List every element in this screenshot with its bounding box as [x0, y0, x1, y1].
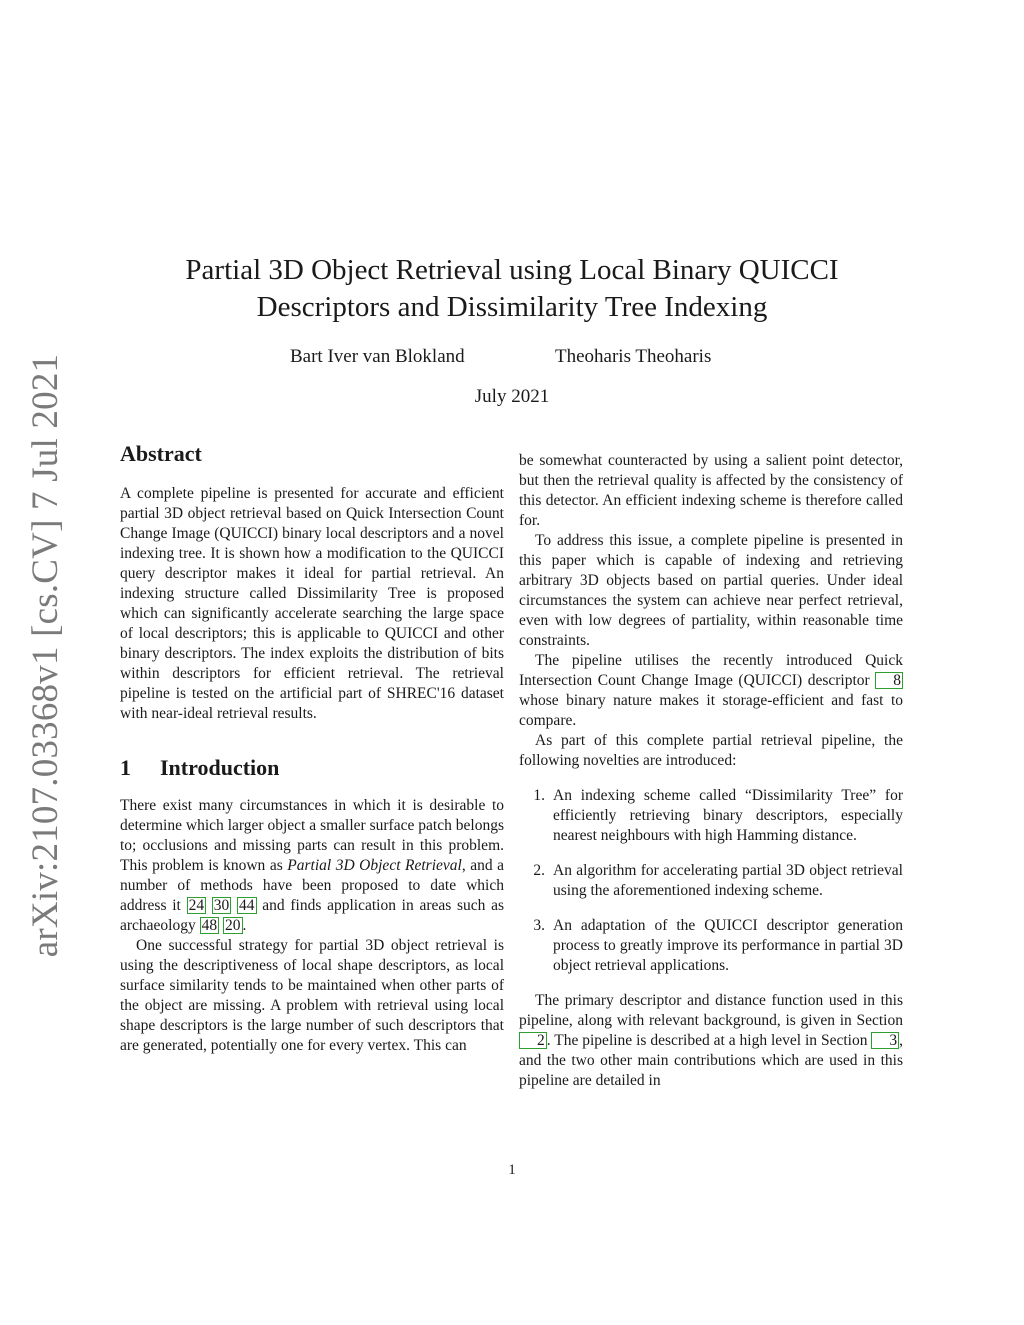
list-item-number: 3. [533, 917, 545, 934]
list-item-text: An algorithm for accelerating partial 3D object retrieval using the aforementioned indexing scheme. [553, 862, 903, 899]
arxiv-stamp-text: arXiv:2107.03368v1 [cs.CV] 7 Jul 2021 [25, 353, 67, 957]
citation-8[interactable]: 8 [875, 672, 903, 689]
left-column [120, 441, 505, 1056]
right-paragraph-4: As part of this complete partial retrieval pipeline, the following novelties are introduced: [519, 732, 903, 769]
list-item-number: 1. [533, 787, 545, 804]
right-p3-text-a: The pipeline utilises the recently introduced Quick Intersection Count Change Image (QUICCI) descriptor [519, 652, 903, 689]
citation-48[interactable]: 48 [201, 917, 218, 934]
title-line-1: Partial 3D Object Retrieval using Local Binary QUICCI [185, 254, 839, 286]
intro-p1-text-c: and finds application in areas such as archaeology [120, 897, 505, 934]
novelty-list [519, 786, 903, 976]
right-column [519, 451, 903, 1091]
paper-title [120, 252, 904, 326]
right-paragraph-5 [519, 991, 903, 1091]
section-link-2[interactable]: 2 [519, 1032, 547, 1049]
intro-p1-text-b: , and a number of methods have been proposed to date which address it [120, 857, 505, 914]
author-2: Theoharis Theoharis [555, 346, 712, 367]
right-p5-text-c: , and the two other main contributions which are used in this pipeline are detailed in [519, 1032, 903, 1089]
title-line-2: Descriptors and Dissimilarity Tree Indexing [256, 291, 768, 323]
author-1: Bart Iver van Blokland [290, 346, 465, 367]
intro-p1-text-a: There exist many circumstances in which it is desirable to determine which larger object a smaller surface patch belongs to; occlusions and missing parts can result in this problem. This problem is known as [120, 797, 504, 874]
list-item [519, 861, 903, 901]
page-number: 1 [508, 1162, 516, 1178]
right-p5-text-b: . The pipeline is described at a high level in Section [546, 1032, 868, 1049]
citation-24[interactable]: 24 [188, 897, 205, 914]
right-paragraph-3 [519, 651, 903, 731]
introduction-heading [120, 755, 504, 780]
list-item [519, 916, 903, 976]
list-item-text: An adaptation of the QUICCI descriptor generation process to greatly improve its performance in partial 3D object retrieval applications. [553, 917, 903, 974]
abstract-heading: Abstract [120, 441, 202, 466]
section-title: Introduction [160, 755, 280, 780]
list-item-number: 2. [533, 862, 545, 879]
list-item-text: An indexing scheme called “Dissimilarity Tree” for efficiently retrieving binary descriptors, especially nearest neighbours with high Hamming distance. [553, 787, 903, 844]
intro-p1-emphasis: Partial 3D Object Retrieval [287, 857, 462, 874]
arxiv-stamp [25, 353, 67, 957]
intro-p1-end: . [242, 917, 247, 934]
citation-30[interactable]: 30 [213, 897, 230, 914]
intro-paragraph-1 [120, 796, 504, 936]
intro-paragraph-2: One successful strategy for partial 3D object retrieval is using the descriptiveness of local shape descriptors, as local surface similarity tends to be maintained when other parts of the object are missing. A problem with retrieval using local shape descriptors is the large number of such descriptors that are generated, potentially one for every vertex. This can [120, 937, 504, 1054]
list-item [519, 786, 903, 846]
paper-date: July 2021 [474, 386, 550, 407]
citation-20[interactable]: 20 [225, 917, 241, 934]
right-paragraph-1: be somewhat counteracted by using a salient point detector, but then the retrieval quality is affected by the consistency of this detector. An efficient indexing scheme is therefore called for. [519, 452, 903, 529]
right-p5-text-a: The primary descriptor and distance function used in this pipeline, along with relevant background, is given in Section [519, 992, 903, 1029]
right-paragraph-2: To address this issue, a complete pipeline is presented in this paper which is capable of indexing and retrieving arbitrary 3D objects based on partial queries. Under ideal circumstances the system can achieve near perfect retrieval, even with low degrees of partiality, within reasonable time constraints. [519, 532, 903, 649]
section-number: 1 [120, 755, 131, 780]
citation-44[interactable]: 44 [239, 897, 255, 914]
right-p3-text-b: whose binary nature makes it storage-efficient and fast to compare. [519, 692, 903, 729]
section-link-3[interactable]: 3 [871, 1032, 899, 1049]
abstract-text: A complete pipeline is presented for accurate and efficient partial 3D object retrieval based on Quick Intersection Count Change Image (QUICCI) binary local descriptors and a novel indexing tree. It is shown how a modification to the QUICCI query descriptor makes it ideal for partial retrieval. An indexing structure called Dissimilarity Tree is proposed which can significantly accelerate searching the large space of local descriptors; this is applicable to QUICCI and other binary descriptors. The index exploits the distribution of bits within descriptors for efficient retrieval. The retrieval pipeline is tested on the artificial part of SHREC'16 dataset with near-ideal retrieval results. [120, 485, 504, 722]
